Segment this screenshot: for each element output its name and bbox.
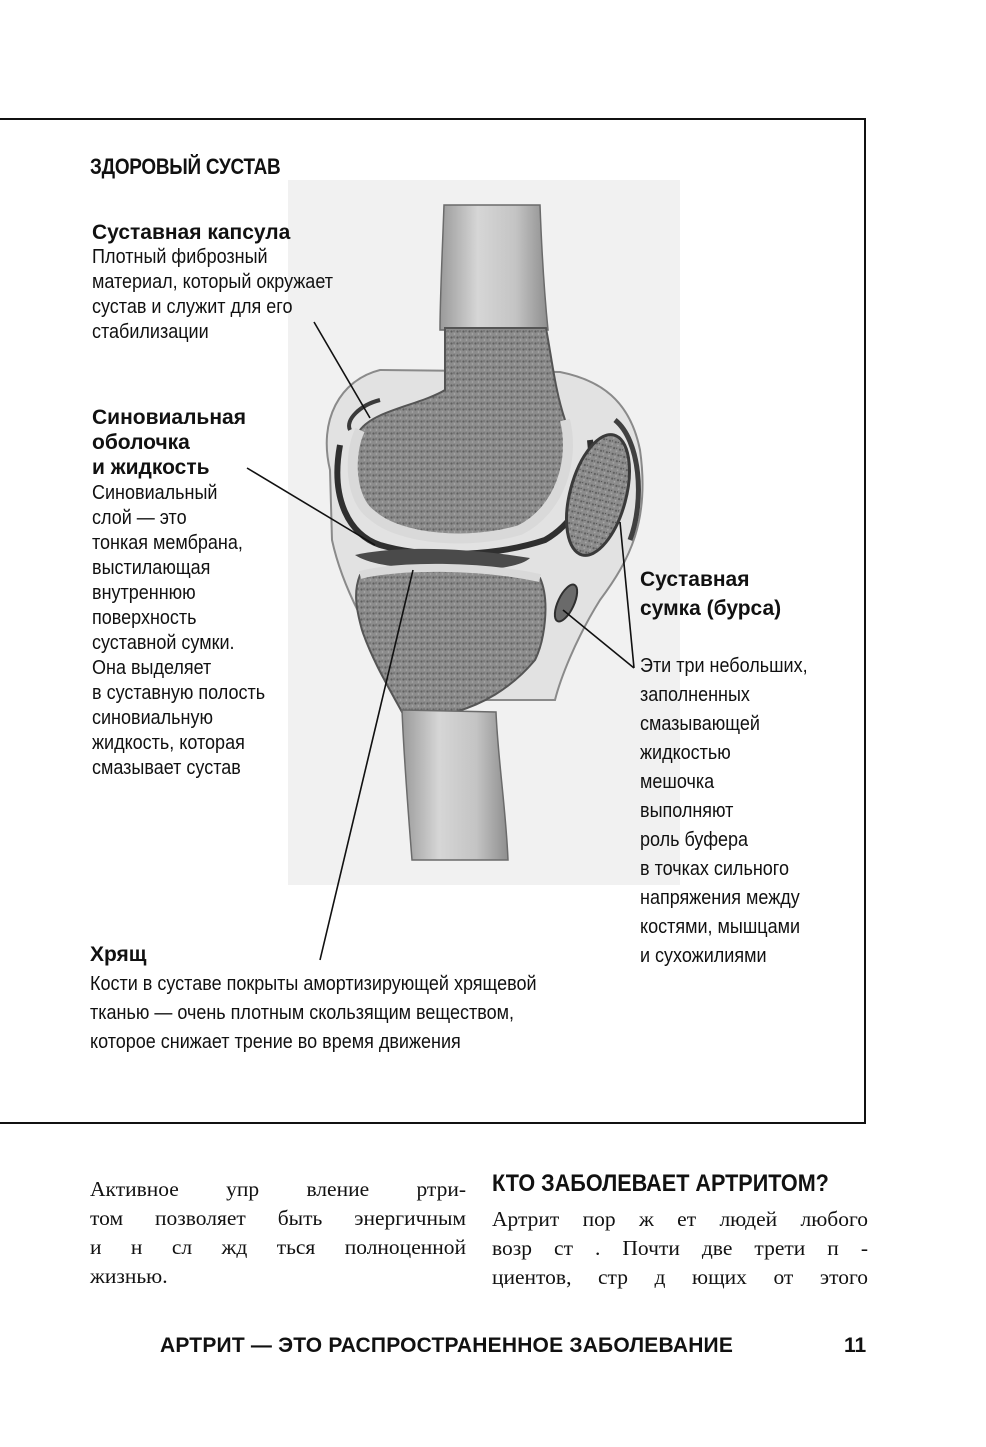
synovial-description: Синовиальный слой — это тонкая мембрана, выстилающая внутреннюю поверхность суставной сумки. Она выделяет в суставную полость синовиальную жидкость, которая смазывает сустав (92, 482, 266, 779)
capsule-description: Плотный фиброзный материал, который окружает сустав и служит для его стабилизации (92, 246, 333, 343)
page-number: 11 (844, 1334, 867, 1357)
cartilage-description: Кости в суставе покрыты амортизирующей хрящевой тканью — очень плотным скользящим веществом, которое снижает трение во время движения (90, 973, 537, 1053)
synovial-heading: Синовиальная оболочка и жидкость (92, 406, 246, 479)
bursa-description: Эти три небольших, заполненных смазывающей жидкостью мешочка выполняют роль буфера в точках сильного напряжения между костями, мышцами и сухожилиями (640, 655, 808, 967)
cartilage-heading: Хрящ (90, 943, 147, 966)
section-heading: КТО ЗАБОЛЕВАЕТ АРТРИТОМ? (492, 1170, 829, 1197)
tibia-shaft (402, 710, 508, 860)
capsule-heading: Суставная капсула (92, 221, 291, 244)
bursa-heading: Суставная сумка (бурса) (640, 568, 782, 620)
running-footer: АРТРИТ — ЭТО РАСПРОСТРАНЕННОЕ ЗАБОЛЕВАНИЕ (160, 1334, 734, 1357)
figure-title: ЗДОРОВЫЙ СУСТАВ (90, 154, 281, 179)
right-column-text: Артрит пор ж ет людей любого возр ст . Почти две трети п - циентов, стр д ющих от этого (492, 1207, 868, 1289)
femur-shaft (440, 205, 548, 330)
left-column-text: Активное упр вление ртри- том позволяет быть энергичным и н сл жд ться полноценной жизнью. (90, 1177, 466, 1288)
